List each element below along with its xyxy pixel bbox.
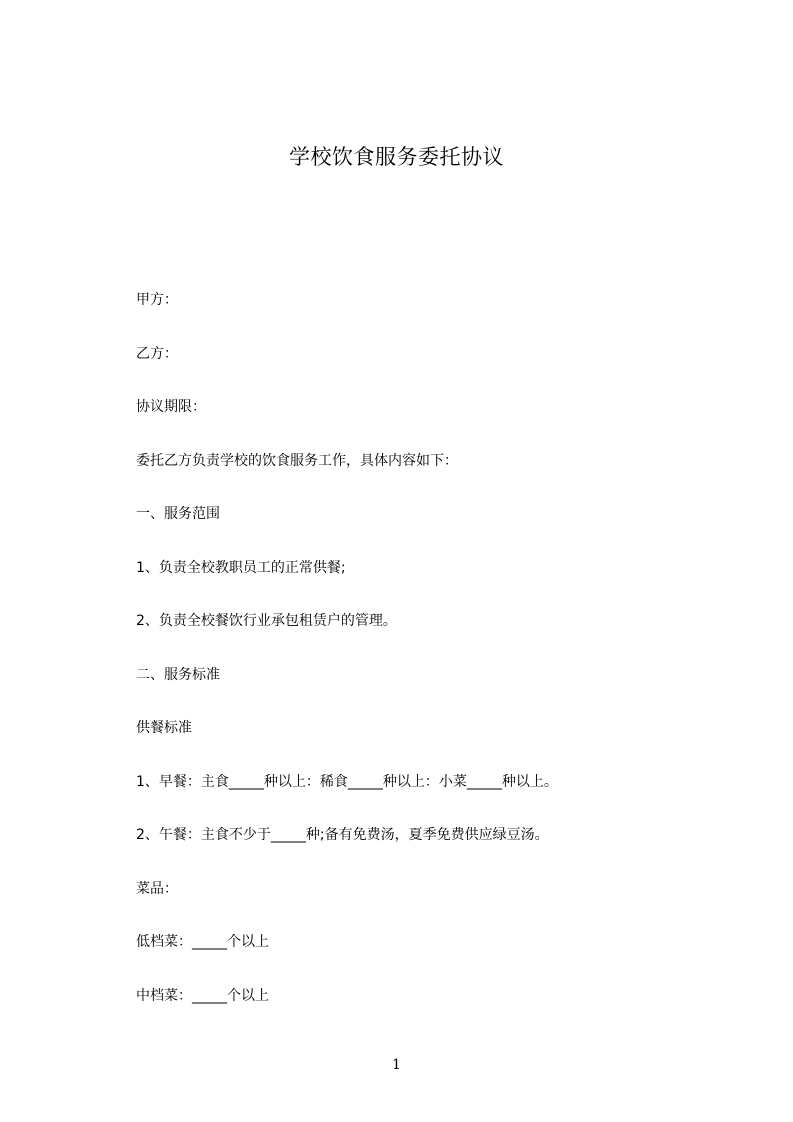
agreement-term-line: 协议期限： — [136, 399, 206, 415]
party-b-line: 乙方： — [136, 345, 178, 362]
subsection-heading-meal-standards: 供餐标准 — [136, 720, 192, 736]
intro-paragraph: 委托乙方负责学校的饮食服务工作，具体内容如下： — [136, 452, 458, 469]
document-body — [136, 288, 676, 1037]
breakfast-standard: 1、早餐：主食_____种以上：稀食_____种以上：小菜_____种以上。 — [136, 773, 558, 790]
lunch-standard: 2、午餐：主食不少于_____种;备有免费汤，夏季免费供应绿豆汤。 — [136, 827, 549, 843]
section-heading-service-standards: 二、服务标准 — [136, 666, 220, 683]
service-scope-item-1: 1、负责全校教职员工的正常供餐; — [136, 559, 346, 576]
service-scope-item-2: 2、负责全校餐饮行业承包租赁户的管理。 — [136, 613, 397, 629]
dishes-heading: 菜品： — [136, 880, 178, 897]
page-number: 1 — [392, 1057, 401, 1073]
low-grade-dishes-line: 低档菜：_____个以上 — [136, 934, 269, 950]
party-a-line: 甲方： — [136, 292, 178, 308]
document-title: 学校饮食服务委托协议 — [289, 145, 504, 169]
section-heading-service-scope: 一、服务范围 — [136, 506, 220, 522]
mid-grade-dishes-line: 中档菜：_____个以上 — [136, 987, 269, 1004]
